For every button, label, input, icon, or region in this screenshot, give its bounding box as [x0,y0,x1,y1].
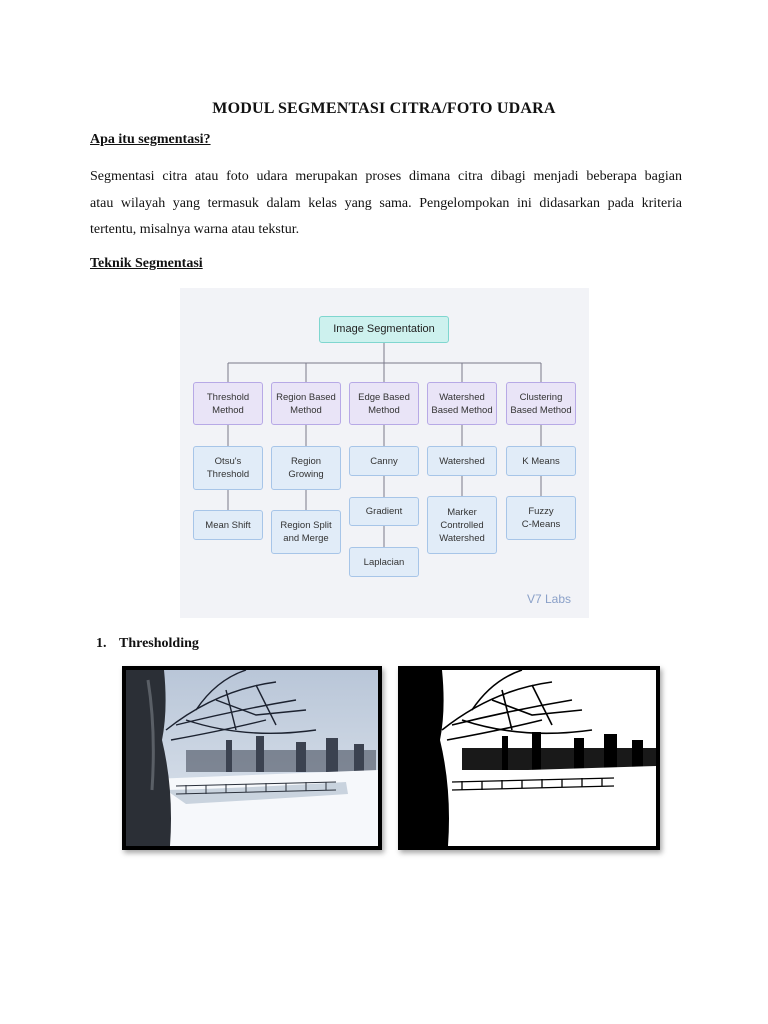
node-laplacian: Laplacian [349,547,419,577]
node-image-segmentation: Image Segmentation [319,316,449,343]
node-canny: Canny [349,446,419,476]
node-edge-based-method: Edge Based Method [349,382,419,425]
node-mean-shift: Mean Shift [193,510,263,540]
snowy-park-photo [122,666,382,850]
node-watershed: Watershed [427,446,497,476]
technique-heading: Teknik Segmentasi [90,256,203,271]
section-thresholding [96,636,199,652]
intro-paragraph [90,164,682,244]
document-title: MODUL SEGMENTASI CITRA/FOTO UDARA [212,100,556,117]
snowy-park-binary-photo [398,666,660,850]
node-k-means: K Means [506,446,576,476]
question-heading: Apa itu segmentasi? [90,132,211,147]
node-otsu-threshold: Otsu's Threshold [193,446,263,490]
node-marker-controlled-watershed: Marker Controlled Watershed [427,496,497,554]
node-fuzzy-c-means: Fuzzy C-Means [506,496,576,540]
section-number: 1. [96,636,107,651]
node-clustering-based-method: Clustering Based Method [506,382,576,425]
node-gradient: Gradient [349,497,419,526]
node-threshold-method: Threshold Method [193,382,263,425]
node-region-based-method: Region Based Method [271,382,341,425]
segmentation-diagram [180,288,589,618]
section-title: Thresholding [119,636,199,651]
paragraph-line: atau wilayah yang termasuk dalam kelas yang sama. Pengelompokan ini didasarkan pada kriteria [90,195,682,211]
paragraph-line: tertentu, misalnya warna atau tekstur. [90,222,300,237]
node-watershed-based-method: Watershed Based Method [427,382,497,425]
node-region-growing: Region Growing [271,446,341,490]
paragraph-line: Segmentasi citra atau foto udara merupakan proses dimana citra dibagi menjadi beberapa bagian [90,169,682,184]
v7-labs-watermark: V7 Labs [526,592,571,606]
node-region-split-merge: Region Split and Merge [271,510,341,554]
